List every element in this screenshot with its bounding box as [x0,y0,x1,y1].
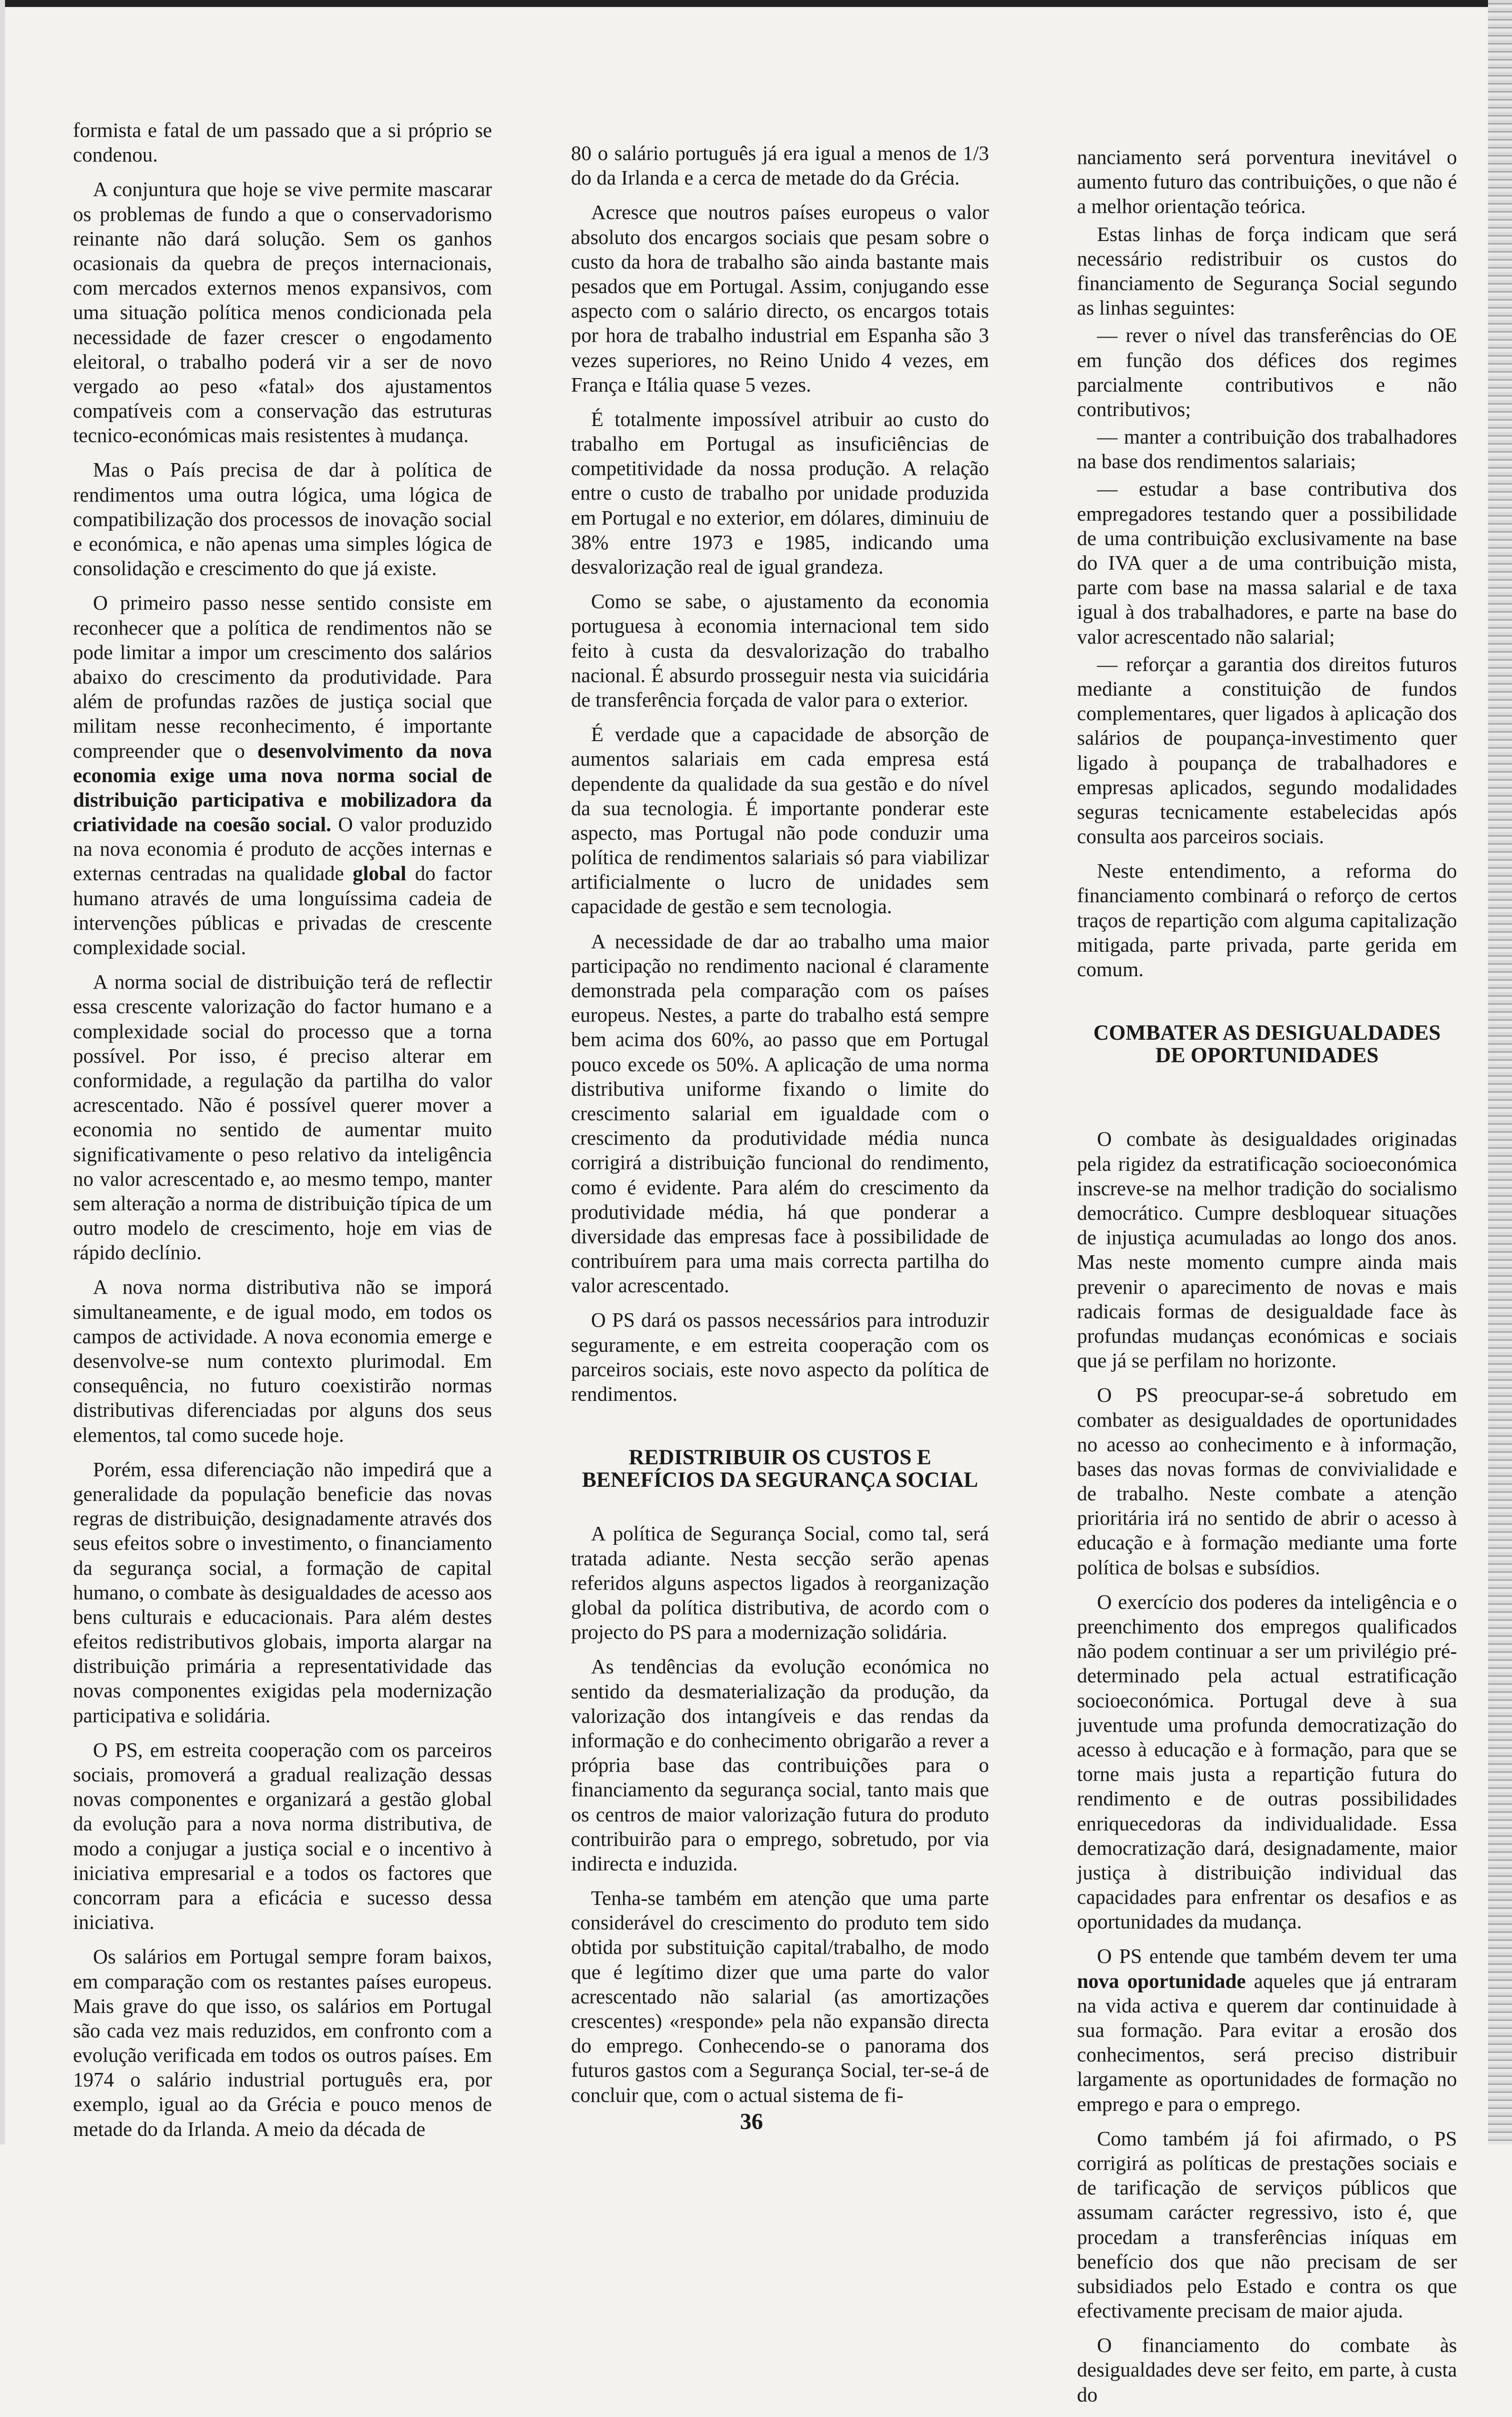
list-item: — manter a contribuição dos trabalhadores na base dos rendimentos salariais; [1077,425,1457,473]
paragraph: Mas o País precisa de dar à política de rendimentos uma outra lógica, uma lógica de compatibilização dos processos de inovação social e económica, e não apenas uma simples lógica de consolidação e crescimento do que já existe. [73,458,492,580]
paragraph: A conjuntura que hoje se vive permite mascarar os problemas de fundo a que o conservadorismo reinante não dará solução. Sem os ganhos ocasionais da quebra de preços internacionais, com mercados externos menos expansivos, com uma situação política menos condicionada pela necessidade de fazer crescer o engodamento eleitoral, o trabalho poderá vir a ser de novo vergado ao peso «fatal» dos ajustamentos compatíveis com a conservação das estruturas tecnico-económicas mais resistentes à mudança. [73,178,492,447]
paragraph-text: do factor humano através de uma longuíssima cadeia de intervenções públicas e privadas de crescente complexidade social. [73,862,492,959]
paragraph: Acresce que noutros países europeus o valor absoluto dos encargos sociais que pesam sobre o custo da hora de trabalho são ainda bastante mais pesados que em Portugal. Assim, conjugando esse aspecto com o salário directo, os encargos totais por hora de trabalho industrial em Espanha são 3 vezes superiores, no Reino Unido 4 vezes, em França e Itália quase 5 vezes. [571,201,989,396]
page-number: 36 [740,2108,763,2134]
paragraph: A política de Segurança Social, como tal, será tratada adiante. Nesta secção serão apenas referidos alguns aspectos ligados à reorganização global da política distributiva, de acordo com o projecto do PS para a modernização solidária. [571,1522,989,1644]
paragraph: O PS preocupar-se-á sobretudo em combater as desigualdades de oportunidades no acesso ao conhecimento e à informação, bases das novas formas de convivialidade e de trabalho. Neste combate a atenção prioritária irá no sentido de abrir o acesso à educação e à formação mediante uma forte política de bolsas e subsídios. [1077,1383,1457,1579]
paragraph: Como se sabe, o ajustamento da economia portuguesa à economia internacional tem sido feito à custa da desvalorização do trabalho nacional. É absurdo prosseguir nesta via suicidária de transferência forçada de valor para o exterior. [571,590,989,711]
paragraph: É totalmente impossível atribuir ao custo do trabalho em Portugal as insuficiências de competitividade da nossa produção. A relação entre o custo de trabalho por unidade produzida em Portugal e no exterior, em dólares, diminuiu de 38% entre 1973 e 1985, indicando uma desvalorização real de igual grandeza. [571,407,989,578]
paragraph: nanciamento será porventura inevitável o aumento futuro das contribuições, o que não é a melhor orientação teórica. [1077,146,1457,218]
section-heading: COMBATER AS DESIGUALDADES DE OPORTUNIDADES [1093,1021,1441,1068]
column-1 [73,118,492,2151]
paragraph: O financiamento do combate às desigualdades deve ser feito, em parte, à custa do [1077,2333,1457,2406]
paragraph [1077,1944,1457,2116]
paragraph: O exercício dos poderes da inteligência e o preenchimento dos empregos qualificados não podem continuar a ser um privilégio pré-determinado pela actual estratificação socioeconómica. Portugal deve à sua juventude uma profunda democratização do acesso à educação e à formação, para que se torne mais justa a repartição futura do rendimento e de outras possibilidades enriquecedoras da individualidade. Essa democratização dará, designadamente, maior justiça à distribuição individual das capacidades para enfrentar os desafios e as oportunidades da mudança. [1077,1590,1457,1933]
paragraph [73,591,492,960]
paragraph: formista e fatal de um passado que a si próprio se condenou. [73,119,492,167]
scan-top-border [0,0,1512,7]
bold-emphasis: desenvolvimento da nova economia exige uma nova norma social de distribuição participativa e mobilizadora da criatividade na coesão social. [73,739,492,836]
paragraph: 80 o salário português já era igual a menos de 1/3 do da Irlanda e a cerca de metade do da Grécia. [571,142,989,190]
paragraph: É verdade que a capacidade de absorção de aumentos salariais em cada empresa está dependente da qualidade da sua gestão e do nível da sua tecnologia. É importante ponderar este aspecto, mas Portugal não pode conduzir uma política de rendimentos salariais só para viabilizar artificialmente o lucro de unidades sem capacidade de gestão e sem tecnologia. [571,723,989,918]
paragraph: Estas linhas de força indicam que será necessário redistribuir os custos do financiamento de Segurança Social segundo as linhas seguintes: [1077,222,1457,320]
paragraph-text: aqueles que já entraram na vida activa e querem dar continuidade à sua formação. Para evitar a erosão dos conhecimentos, será preciso distribuir largamente as oportunidades de formação no emprego e para o emprego. [1077,1969,1457,2115]
scan-right-edge [1488,0,1512,2144]
paragraph: Como também já foi afirmado, o PS corrigirá as políticas de prestações sociais e de tarificação de serviços públicos que assumam carácter regressivo, isto é, que procedam a transferências iníquas em benefício dos que não precisam de ser subsidiados pelo Estado e contra os que efectivamente precisam de maior ajuda. [1077,2126,1457,2322]
section-heading: REDISTRIBUIR OS CUSTOS E BENEFÍCIOS DA SEGURANÇA SOCIAL [582,1446,978,1492]
list-item: — reforçar a garantia dos direitos futuros mediante a constituição de fundos complementares, quer ligados à aplicação dos salários de poupança-investimento quer ligado à poupança de trabalhadores e empresas aplicados, segundo modalidades seguras tecnicamente estabelecidas após consulta aos parceiros sociais. [1077,652,1457,848]
paragraph: A necessidade de dar ao trabalho uma maior participação no rendimento nacional é claramente demonstrada pela comparação com os países europeus. Nestes, a parte do trabalho está sempre bem acima dos 60%, ao passo que em Portugal pouco excede os 50%. A aplicação de uma norma distributiva uniforme fixando o limite do crescimento salarial em igualdade com o crescimento da produtividade média nunca corrigirá a distribuição funcional do rendimento, como é evidente. Para além do crescimento da produtividade média, há que ponderar a diversidade das empresas face à possibilidade de contribuírem para uma mais correcta partilha do valor acrescentado. [571,929,989,1297]
bold-emphasis: global [352,862,406,885]
column-3 [1077,145,1457,2417]
paragraph: O combate às desigualdades originadas pela rigidez da estratificação socioeconómica inscreve-se na melhor tradição do socialismo democrático. Cumpre desbloquear situações de injustiça acumuladas ao longo dos anos. Mas neste momento cumpre ainda mais prevenir o aparecimento de novas e mais radicais formas de desigualdade face às profundas mudanças económicas e sociais que já se perfilam no horizonte. [1077,1127,1457,1372]
paragraph: Os salários em Portugal sempre foram baixos, em comparação com os restantes países europeus. Mais grave do que isso, os salários em Portugal são cada vez mais reduzidos, em confronto com a evolução verificada em todos os outros países. Em 1974 o salário industrial português era, por exemplo, igual ao da Grécia e pouco menos de metade do da Irlanda. A meio da década de [73,1945,492,2140]
paragraph: A nova norma distributiva não se imporá simultaneamente, e de igual modo, em todos os campos de actividade. A nova economia emerge e desenvolve-se num contexto plurimodal. Em consequência, no futuro coexistirão normas distributivas diferenciadas por alguns dos seus elementos, tal como sucede hoje. [73,1275,492,1446]
paragraph-text: O PS entende que também devem ter uma [1097,1944,1457,1968]
paragraph: Neste entendimento, a reforma do financiamento combinará o reforço de certos traços de repartição com alguma capitalização mitigada, parte privada, parte gerida em comum. [1077,859,1457,981]
paragraph-text: O valor produzido na nova economia é produto de acções internas e externas centradas na qualidade [73,813,492,885]
paragraph: As tendências da evolução económica no sentido da desmaterialização da produção, da valorização dos intangíveis e das rendas da informação e do conhecimento obrigarão a rever a própria base das contribuições para o financiamento da segurança social, tanto mais que os centros de maior valorização futura do produto contribuirão para o emprego, sobretudo, por via indirecta e induzida. [571,1655,989,1875]
list-item: — estudar a base contributiva dos empregadores testando quer a possibilidade de uma contribuição exclusivamente na base do IVA quer a de uma contribuição mista, parte com base na massa salarial e de taxa igual à dos trabalhadores, e parte na base do valor acrescentado não salarial; [1077,477,1457,648]
column-2 [571,141,989,2117]
paragraph: Tenha-se também em atenção que uma parte considerável do crescimento do produto tem sido obtida por substituição capital/trabalho, de modo que é legítimo dizer que uma parte do valor acrescentado não salarial (as amortizações crescentes) «responde» pela não expansão directa do emprego. Conhecendo-se o panorama dos futuros gastos com a Segurança Social, ter-se-á de concluir que, com o actual sistema de fi- [571,1886,989,2106]
list-item: — rever o nível das transferências do OE em função dos défices dos regimes parcialmente contributivos e não contributivos; [1077,324,1457,421]
scan-left-edge [0,0,5,2144]
paragraph-text: O primeiro passo nesse sentido consiste em reconhecer que a política de rendimentos não se pode limitar a impor um crescimento dos salários abaixo do crescimento da produtividade. Para além de profundas razões de justiça social que militam nesse reconhecimento, é importante compreender que o [73,591,492,762]
paragraph: A norma social de distribuição terá de reflectir essa crescente valorização do factor humano e a complexidade social do processo que a torna possível. Por isso, é preciso alterar em conformidade, a regulação da partilha do valor acrescentado. Não é possível querer mover a economia no sentido de aumentar muito significativamente o peso relativo da inteligência no valor acrescentado e, ao mesmo tempo, manter sem alteração a norma de distribuição típica de um outro modelo de crescimento, hoje em vias de rápido declínio. [73,970,492,1264]
bold-emphasis: nova oportunidade [1077,1969,1246,1992]
paragraph: O PS dará os passos necessários para introduzir seguramente, e em estreita cooperação com os parceiros sociais, este novo aspecto da política de rendimentos. [571,1308,989,1405]
paragraph: O PS, em estreita cooperação com os parceiros sociais, promoverá a gradual realização dessas novas componentes e organizará a gestão global da evolução para a nova norma distributiva, de modo a conjugar a justiça social e o incentivo à iniciativa empresarial e a todos os factores que concorram para a eficácia e sucesso dessa iniciativa. [73,1738,492,1934]
paragraph: Porém, essa diferenciação não impedirá que a generalidade da população beneficie das novas regras de distribuição, designadamente através dos seus efeitos sobre o investimento, o financiamento da segurança social, a formação de capital humano, o combate às desigualdades de acesso aos bens culturais e educacionais. Para além destes efeitos redistributivos globais, importa alargar na distribuição primária a representatividade das novas componentes exigidas pela modernização participativa e solidária. [73,1457,492,1727]
